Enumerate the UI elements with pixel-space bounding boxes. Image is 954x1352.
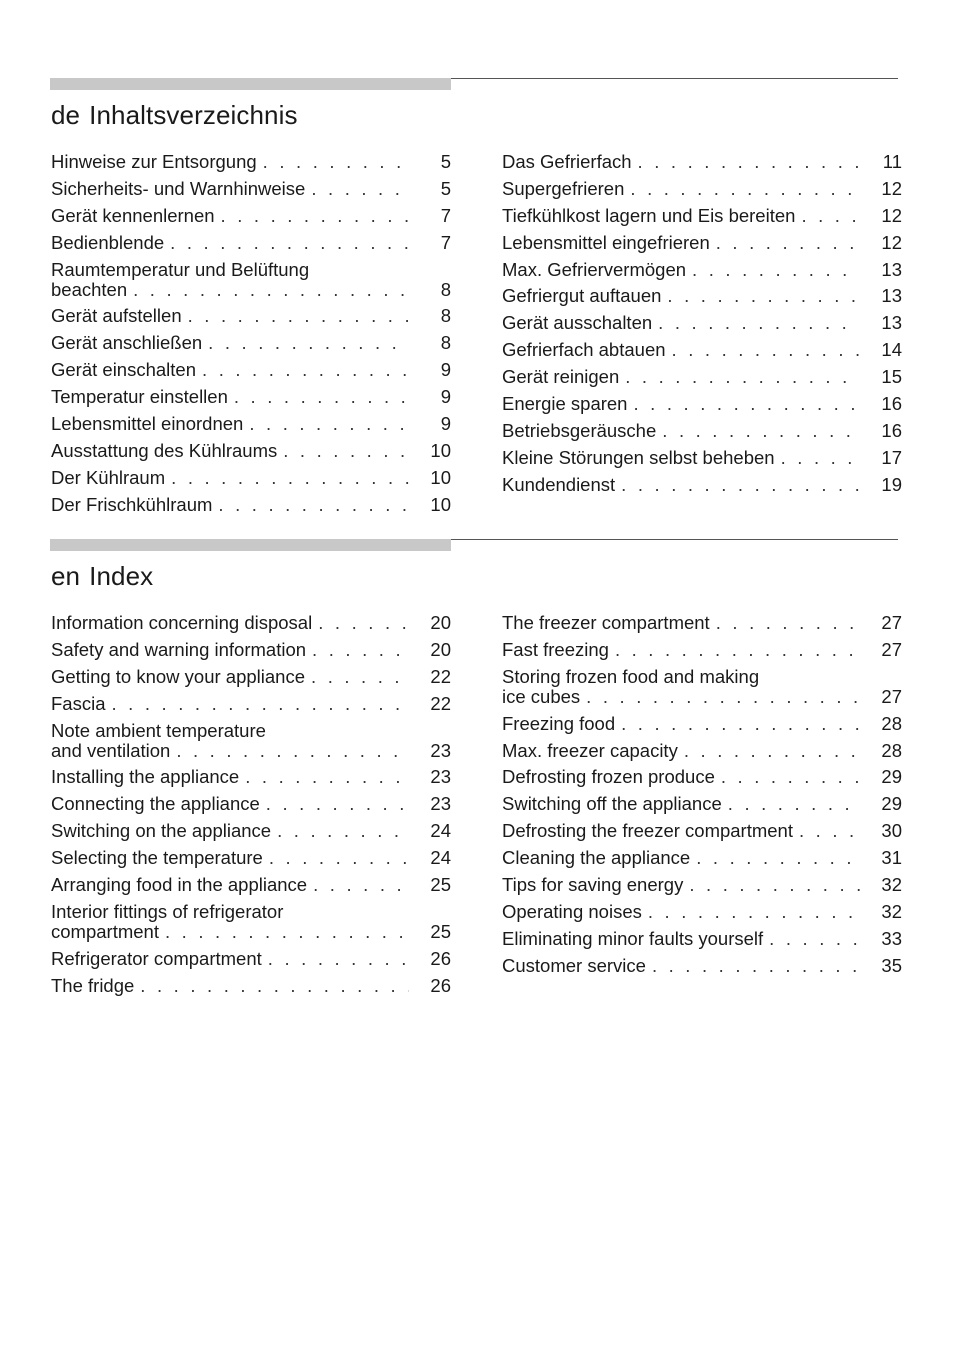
toc-entry-title: Getting to know your appliance bbox=[51, 665, 306, 687]
toc-entry-title: Switching on the appliance bbox=[51, 820, 272, 842]
dot-leader bbox=[313, 875, 409, 895]
dot-leader bbox=[188, 306, 409, 326]
toc-entry-page-number: 13 bbox=[881, 285, 902, 307]
toc-entry-title: Gerät anschließen bbox=[51, 332, 203, 354]
toc-entry-line bbox=[51, 976, 451, 996]
toc-entry-line bbox=[51, 848, 451, 868]
toc-entry-page-number: 22 bbox=[430, 665, 451, 687]
toc-entry-page-number: 30 bbox=[881, 820, 902, 842]
toc-entry-page-number: 9 bbox=[440, 359, 451, 381]
section-heading bbox=[51, 561, 153, 592]
language-code: en bbox=[51, 561, 81, 591]
toc-entry-title: and ventilation bbox=[51, 739, 171, 761]
toc-entry[interactable] bbox=[51, 333, 451, 353]
dot-leader bbox=[652, 956, 860, 976]
dot-leader bbox=[662, 421, 860, 441]
toc-entry-line bbox=[502, 286, 902, 306]
toc-entry-title: Safety and warning information bbox=[51, 638, 307, 660]
toc-entry-page-number: 11 bbox=[882, 151, 902, 172]
toc-entry-page-number: 27 bbox=[881, 638, 902, 660]
toc-entry-line bbox=[502, 206, 902, 226]
dot-leader bbox=[667, 286, 860, 306]
toc-entry-line bbox=[51, 387, 451, 407]
toc-entry-title: Der Kühlraum bbox=[51, 466, 166, 488]
dot-leader bbox=[171, 468, 409, 488]
toc-entry-page-number: 5 bbox=[440, 177, 451, 199]
toc-entry-title: Gefriergut auftauen bbox=[502, 285, 662, 307]
toc-entry[interactable] bbox=[51, 468, 451, 488]
toc-entry-title: Das Gefrierfach bbox=[502, 151, 632, 172]
toc-entry-line bbox=[51, 767, 451, 787]
dot-leader bbox=[684, 741, 860, 761]
toc-entry-title: Sicherheits- und Warnhinweise bbox=[51, 177, 306, 199]
dot-leader bbox=[170, 233, 409, 253]
toc-entry-title: Installing the appliance bbox=[51, 766, 240, 788]
toc-entry[interactable] bbox=[502, 875, 902, 895]
toc-entry[interactable] bbox=[502, 475, 902, 495]
section-heading bbox=[51, 100, 298, 131]
toc-entry[interactable] bbox=[51, 306, 451, 326]
toc-entry-line bbox=[502, 767, 902, 787]
toc-entry[interactable] bbox=[51, 179, 451, 199]
toc-entry-line bbox=[502, 340, 902, 360]
toc-entry[interactable] bbox=[502, 206, 902, 226]
toc-entry-page-number: 26 bbox=[430, 974, 451, 996]
toc-entry-title: ice cubes bbox=[502, 685, 581, 707]
toc-entry-title: Kundendienst bbox=[502, 473, 616, 495]
dot-leader bbox=[615, 640, 860, 660]
toc-entry-line bbox=[502, 687, 902, 707]
toc-entry[interactable] bbox=[502, 286, 902, 306]
toc-entry-title: Defrosting frozen produce bbox=[502, 766, 715, 788]
toc-entry-line bbox=[51, 694, 451, 714]
dot-leader bbox=[648, 902, 860, 922]
dot-leader bbox=[689, 875, 860, 895]
toc-entry-title: Refrigerator compartment bbox=[51, 947, 262, 969]
toc-entry-title: Tips for saving energy bbox=[502, 874, 684, 896]
toc-entry-line bbox=[51, 360, 451, 380]
toc-entry-line bbox=[502, 613, 902, 633]
toc-entry[interactable] bbox=[502, 956, 902, 976]
toc-entry[interactable] bbox=[502, 848, 902, 868]
dot-leader bbox=[268, 949, 409, 969]
toc-column-right bbox=[502, 152, 902, 502]
dot-leader bbox=[586, 687, 860, 707]
toc-entry-page-number: 22 bbox=[430, 692, 451, 714]
toc-entry-line bbox=[502, 875, 902, 895]
toc-entry[interactable] bbox=[502, 340, 902, 360]
toc-entry-title: Temperatur einstellen bbox=[51, 386, 228, 408]
toc-entry-title: Lebensmittel einordnen bbox=[51, 413, 244, 435]
toc-entry-line bbox=[502, 794, 902, 814]
toc-entry-line bbox=[51, 206, 451, 226]
toc-entry-page-number: 13 bbox=[881, 258, 902, 280]
dot-leader bbox=[318, 613, 409, 633]
toc-entry-title: Max. Gefriervermögen bbox=[502, 258, 687, 280]
toc-entry[interactable] bbox=[502, 902, 902, 922]
dot-leader bbox=[716, 233, 860, 253]
toc-entry-page-number: 16 bbox=[881, 419, 902, 441]
toc-entry[interactable] bbox=[51, 794, 451, 814]
toc-entry[interactable] bbox=[51, 613, 451, 633]
toc-entry-page-number: 5 bbox=[440, 151, 451, 172]
dot-leader bbox=[311, 179, 409, 199]
toc-entry-line bbox=[502, 152, 902, 172]
dot-leader bbox=[133, 280, 409, 300]
dot-leader bbox=[221, 206, 409, 226]
toc-entry-page-number: 28 bbox=[881, 712, 902, 734]
section-title: Inhaltsverzeichnis bbox=[89, 100, 298, 130]
toc-entry-title: Gerät kennenlernen bbox=[51, 204, 215, 226]
toc-entry[interactable] bbox=[51, 152, 451, 172]
toc-entry[interactable] bbox=[502, 821, 902, 841]
toc-entry-title: Tiefkühlkost lagern und Eis bereiten bbox=[502, 204, 796, 226]
toc-column-left bbox=[51, 613, 451, 1003]
toc-entry-title-line1: Storing frozen food and making bbox=[502, 665, 760, 687]
section-rule-bar bbox=[50, 78, 451, 90]
toc-entry-line bbox=[502, 714, 902, 734]
toc-entry-line bbox=[51, 441, 451, 461]
toc-entry[interactable] bbox=[51, 949, 451, 969]
toc-entry-page-number: 16 bbox=[881, 393, 902, 415]
toc-entry[interactable] bbox=[51, 721, 451, 761]
dot-leader bbox=[799, 821, 860, 841]
toc-entry[interactable] bbox=[51, 976, 451, 996]
toc-entry-title: Defrosting the freezer compartment bbox=[502, 820, 793, 842]
dot-leader bbox=[621, 714, 860, 734]
toc-entry-page-number: 8 bbox=[440, 305, 451, 327]
toc-entry-title: Gerät aufstellen bbox=[51, 305, 182, 327]
toc-entry-line bbox=[502, 313, 902, 333]
dot-leader bbox=[716, 613, 860, 633]
toc-entry-title: Gefrierfach abtauen bbox=[502, 339, 666, 361]
toc-entry-page-number: 20 bbox=[430, 612, 451, 633]
section-title: Index bbox=[89, 561, 154, 591]
toc-entry[interactable] bbox=[502, 421, 902, 441]
toc-entry-line bbox=[502, 367, 902, 387]
dot-leader bbox=[630, 179, 860, 199]
toc-entry[interactable] bbox=[502, 640, 902, 660]
toc-entry[interactable] bbox=[51, 821, 451, 841]
toc-entry[interactable] bbox=[502, 714, 902, 734]
toc-entry-line bbox=[502, 394, 902, 414]
dot-leader bbox=[234, 387, 409, 407]
toc-entry-page-number: 12 bbox=[881, 231, 902, 253]
toc-entry-line bbox=[51, 333, 451, 353]
toc-entry-page-number: 10 bbox=[430, 466, 451, 488]
toc-entry-title: Betriebsgeräusche bbox=[502, 419, 657, 441]
toc-entry-title: compartment bbox=[51, 920, 159, 942]
toc-entry-page-number: 13 bbox=[881, 312, 902, 334]
toc-entry-line bbox=[51, 922, 451, 942]
dot-leader bbox=[165, 922, 409, 942]
toc-entry-line bbox=[51, 875, 451, 895]
section-rule-line bbox=[451, 539, 898, 540]
dot-leader bbox=[218, 495, 409, 515]
toc-entry-line bbox=[51, 468, 451, 488]
toc-entry-line bbox=[502, 929, 902, 949]
toc-entry-line bbox=[51, 640, 451, 660]
toc-entry-page-number: 27 bbox=[881, 612, 902, 633]
toc-entry-title-line1: Raumtemperatur und Belüftung bbox=[51, 258, 310, 280]
toc-entry[interactable] bbox=[502, 767, 902, 787]
language-code: de bbox=[51, 100, 81, 130]
dot-leader bbox=[633, 394, 860, 414]
dot-leader bbox=[721, 767, 860, 787]
toc-entry-line bbox=[502, 260, 902, 280]
dot-leader bbox=[728, 794, 860, 814]
toc-entry[interactable] bbox=[51, 902, 451, 942]
toc-entry-page-number: 20 bbox=[430, 638, 451, 660]
toc-entry-title: Gerät reinigen bbox=[502, 366, 620, 388]
toc-entry[interactable] bbox=[502, 260, 902, 280]
toc-entry-title: Eliminating minor faults yourself bbox=[502, 927, 764, 949]
toc-entry[interactable] bbox=[51, 848, 451, 868]
toc-entry-line bbox=[51, 949, 451, 969]
section-rule-line bbox=[451, 78, 898, 79]
toc-entry-page-number: 23 bbox=[430, 766, 451, 788]
toc-entry-page-number: 25 bbox=[430, 920, 451, 942]
toc-entry-title: Bedienblende bbox=[51, 231, 165, 253]
dot-leader bbox=[202, 360, 409, 380]
toc-entry-line bbox=[502, 902, 902, 922]
dot-leader bbox=[672, 340, 860, 360]
toc-entry-line bbox=[502, 233, 902, 253]
toc-entry-page-number: 24 bbox=[430, 847, 451, 869]
toc-entry-line bbox=[51, 152, 451, 172]
toc-entry-title: Arranging food in the appliance bbox=[51, 874, 308, 896]
toc-entry-title: Max. freezer capacity bbox=[502, 739, 678, 761]
toc-entry-line bbox=[51, 741, 451, 761]
dot-leader bbox=[696, 848, 860, 868]
toc-entry-line bbox=[502, 179, 902, 199]
toc-entry[interactable] bbox=[51, 875, 451, 895]
toc-entry[interactable] bbox=[502, 929, 902, 949]
dot-leader bbox=[245, 767, 409, 787]
toc-entry-title: Information concerning disposal bbox=[51, 612, 313, 633]
toc-entry-title: Freezing food bbox=[502, 712, 616, 734]
toc-entry[interactable] bbox=[502, 233, 902, 253]
toc-entry-title: Connecting the appliance bbox=[51, 793, 260, 815]
toc-entry[interactable] bbox=[502, 667, 902, 707]
toc-entry[interactable] bbox=[51, 667, 451, 687]
toc-entry-page-number: 33 bbox=[881, 927, 902, 949]
toc-entry-page-number: 26 bbox=[430, 947, 451, 969]
toc-entry[interactable] bbox=[502, 794, 902, 814]
toc-entry[interactable] bbox=[502, 613, 902, 633]
toc-entry-page-number: 7 bbox=[440, 204, 451, 226]
toc-entry-page-number: 23 bbox=[430, 739, 451, 761]
toc-entry-page-number: 12 bbox=[881, 204, 902, 226]
toc-entry-title: Ausstattung des Kühlraums bbox=[51, 439, 278, 461]
toc-entry[interactable] bbox=[51, 360, 451, 380]
dot-leader bbox=[638, 152, 860, 172]
dot-leader bbox=[311, 667, 409, 687]
toc-entry-line bbox=[502, 848, 902, 868]
toc-entry[interactable] bbox=[51, 387, 451, 407]
toc-entry-title: Gerät einschalten bbox=[51, 359, 197, 381]
toc-entry-title-line1: Interior fittings of refrigerator bbox=[51, 900, 284, 922]
toc-entry[interactable] bbox=[502, 367, 902, 387]
dot-leader bbox=[283, 441, 409, 461]
section-rule-bar bbox=[50, 539, 451, 551]
toc-entry-page-number: 12 bbox=[881, 177, 902, 199]
toc-entry-page-number: 7 bbox=[440, 231, 451, 253]
dot-leader bbox=[176, 741, 409, 761]
toc-entry-line bbox=[51, 613, 451, 633]
toc-entry-line bbox=[51, 794, 451, 814]
dot-leader bbox=[625, 367, 860, 387]
toc-entry-title-line1: Note ambient temperature bbox=[51, 719, 266, 741]
toc-entry-line bbox=[502, 956, 902, 976]
toc-entry[interactable] bbox=[502, 179, 902, 199]
toc-entry-line bbox=[51, 495, 451, 515]
toc-entry-line bbox=[51, 414, 451, 434]
toc-entry[interactable] bbox=[51, 206, 451, 226]
toc-entry-page-number: 15 bbox=[881, 366, 902, 388]
toc-entry-title: Energie sparen bbox=[502, 393, 628, 415]
toc-entry-title: Gerät ausschalten bbox=[502, 312, 653, 334]
toc-entry[interactable] bbox=[51, 640, 451, 660]
toc-entry-title: Lebensmittel eingefrieren bbox=[502, 231, 710, 253]
toc-entry[interactable] bbox=[51, 441, 451, 461]
dot-leader bbox=[277, 821, 409, 841]
toc-entry[interactable] bbox=[51, 694, 451, 714]
dot-leader bbox=[801, 206, 860, 226]
toc-entry-page-number: 29 bbox=[881, 793, 902, 815]
dot-leader bbox=[140, 976, 409, 996]
toc-entry-line bbox=[502, 821, 902, 841]
toc-entry[interactable] bbox=[502, 394, 902, 414]
toc-entry-title: Operating noises bbox=[502, 900, 642, 922]
toc-entry-page-number: 9 bbox=[440, 386, 451, 408]
toc-entry-line bbox=[502, 640, 902, 660]
toc-entry-page-number: 23 bbox=[430, 793, 451, 815]
toc-entry[interactable] bbox=[502, 152, 902, 172]
toc-column-right bbox=[502, 613, 902, 983]
dot-leader bbox=[781, 448, 860, 468]
toc-entry-line bbox=[502, 421, 902, 441]
dot-leader bbox=[266, 794, 409, 814]
toc-entry-line bbox=[51, 821, 451, 841]
toc-entry-line bbox=[51, 306, 451, 326]
toc-entry-line bbox=[502, 448, 902, 468]
toc-entry[interactable] bbox=[51, 233, 451, 253]
toc-entry-title: Fascia bbox=[51, 692, 106, 714]
toc-entry-title: Hinweise zur Entsorgung bbox=[51, 151, 257, 172]
dot-leader bbox=[692, 260, 860, 280]
toc-entry-page-number: 25 bbox=[430, 874, 451, 896]
toc-entry-line bbox=[502, 741, 902, 761]
dot-leader bbox=[208, 333, 409, 353]
toc-entry-line bbox=[51, 667, 451, 687]
dot-leader bbox=[269, 848, 409, 868]
toc-entry-line bbox=[51, 233, 451, 253]
toc-entry-line bbox=[51, 179, 451, 199]
toc-entry-page-number: 35 bbox=[881, 954, 902, 976]
toc-entry-title: Der Frischkühlraum bbox=[51, 493, 213, 515]
toc-entry-title: Switching off the appliance bbox=[502, 793, 722, 815]
toc-entry-title: Customer service bbox=[502, 954, 646, 976]
toc-entry[interactable] bbox=[502, 448, 902, 468]
toc-entry-title: The freezer compartment bbox=[502, 612, 710, 633]
toc-entry[interactable] bbox=[51, 260, 451, 300]
toc-column-left bbox=[51, 152, 451, 522]
dot-leader bbox=[249, 414, 409, 434]
toc-entry[interactable] bbox=[502, 741, 902, 761]
toc-entry-title: The fridge bbox=[51, 974, 135, 996]
toc-entry-page-number: 19 bbox=[881, 473, 902, 495]
toc-entry-page-number: 9 bbox=[440, 413, 451, 435]
toc-entry-page-number: 17 bbox=[881, 446, 902, 468]
toc-entry-page-number: 10 bbox=[430, 439, 451, 461]
dot-leader bbox=[112, 694, 410, 714]
toc-entry-page-number: 29 bbox=[881, 766, 902, 788]
toc-entry-title: Cleaning the appliance bbox=[502, 847, 691, 869]
toc-entry-line bbox=[51, 280, 451, 300]
toc-entry[interactable] bbox=[51, 767, 451, 787]
toc-entry[interactable] bbox=[502, 313, 902, 333]
toc-entry-page-number: 31 bbox=[881, 847, 902, 869]
toc-entry-page-number: 10 bbox=[430, 493, 451, 515]
dot-leader bbox=[263, 152, 409, 172]
toc-entry-page-number: 8 bbox=[440, 278, 451, 300]
dot-leader bbox=[658, 313, 860, 333]
toc-entry-title: Kleine Störungen selbst beheben bbox=[502, 446, 775, 468]
toc-entry-page-number: 32 bbox=[881, 874, 902, 896]
toc-entry-title: Selecting the temperature bbox=[51, 847, 263, 869]
toc-entry-page-number: 24 bbox=[430, 820, 451, 842]
toc-entry-title: Supergefrieren bbox=[502, 177, 625, 199]
dot-leader bbox=[769, 929, 860, 949]
toc-entry-line bbox=[502, 475, 902, 495]
toc-entry-page-number: 27 bbox=[881, 685, 902, 707]
toc-entry-page-number: 28 bbox=[881, 739, 902, 761]
toc-entry-page-number: 32 bbox=[881, 900, 902, 922]
toc-entry-title: beachten bbox=[51, 278, 128, 300]
toc-entry-title: Fast freezing bbox=[502, 638, 609, 660]
toc-entry[interactable] bbox=[51, 495, 451, 515]
toc-entry-page-number: 8 bbox=[440, 332, 451, 354]
dot-leader bbox=[312, 640, 409, 660]
dot-leader bbox=[621, 475, 860, 495]
toc-entry[interactable] bbox=[51, 414, 451, 434]
toc-entry-page-number: 14 bbox=[881, 339, 902, 361]
